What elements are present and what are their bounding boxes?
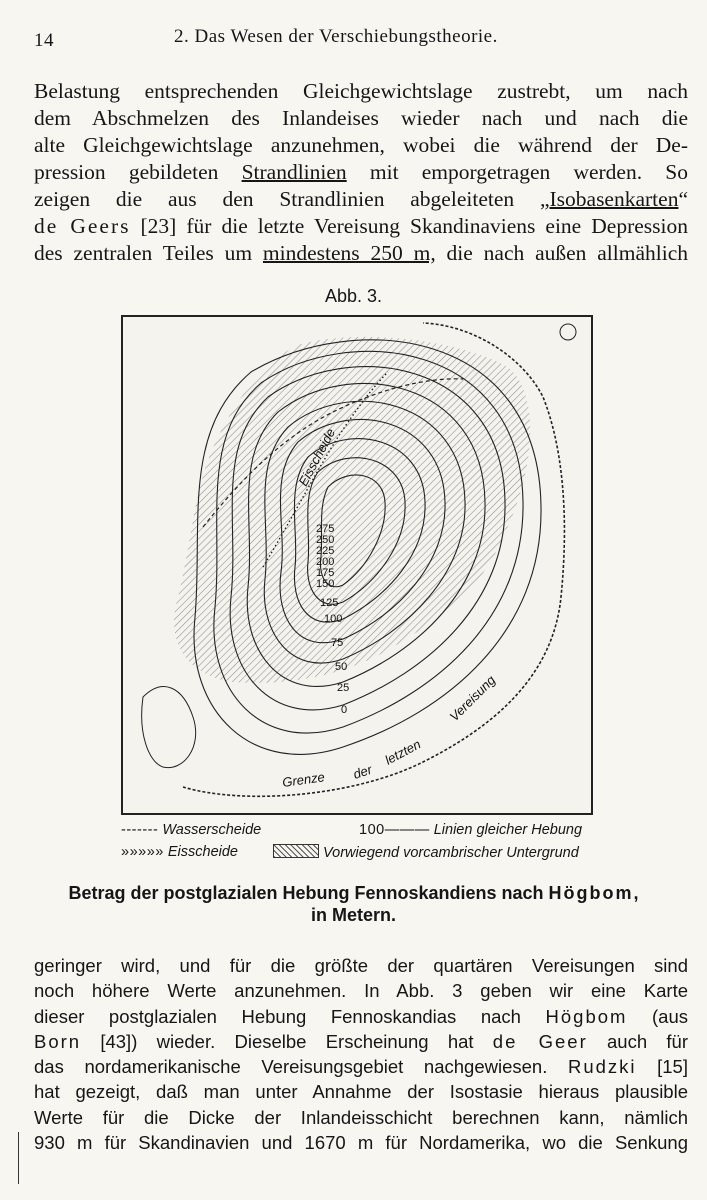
author-name: Born	[34, 1030, 82, 1052]
contour-label-275: 275	[316, 523, 335, 535]
paragraph-top	[34, 78, 688, 267]
legend-watershed: ------- Wasserscheide	[121, 822, 262, 838]
contour-label-200: 200	[316, 556, 335, 568]
page-number: 14	[34, 30, 54, 51]
coastline	[142, 687, 196, 768]
map-label-limit-1: Grenze	[281, 769, 326, 790]
caption-line: Betrag der postglazialen Hebung Fennoskandiens nach Högbom,	[68, 883, 639, 903]
text-line: Belastung entsprechenden Gleichgewichtslage zustrebt, um nach	[34, 79, 688, 103]
author-name: Högbom	[548, 883, 634, 903]
text-line: hat gezeigt, daß man unter Annahme der Isostasie hieraus plausible	[34, 1081, 688, 1103]
text-line: dieser postglazialen Hebung Fennoskandias nach Högbom (aus	[34, 1005, 688, 1027]
page-header	[34, 26, 674, 56]
legend-contour: 100——— Linien gleicher Hebung	[359, 822, 583, 838]
uplift-map-figure	[121, 315, 593, 815]
contour-label-75: 75	[331, 637, 344, 649]
contour-label-125: 125	[320, 597, 339, 609]
contour-label-250: 250	[316, 534, 335, 546]
text-line: noch höhere Werte anzunehmen. In Abb. 3 geben wir eine Karte	[34, 980, 688, 1002]
paragraph-bottom	[34, 953, 688, 1155]
margin-mark	[18, 1132, 19, 1184]
uplift-map	[123, 317, 591, 813]
contour-label-150: 150	[316, 578, 335, 590]
running-title: 2. Das Wesen der Verschiebungstheorie.	[174, 26, 498, 47]
map-label-limit-4: Vereisung	[446, 672, 499, 725]
map-label-limit-3: letzten	[382, 736, 424, 768]
text-line: das nordamerikanische Vereisungsgebiet nachgewiesen. Rudzki [15]	[34, 1056, 688, 1078]
figure-caption	[40, 882, 667, 926]
text-line: de Geers [23] für die letzte Vereisung Skandinaviens eine Depression	[34, 214, 688, 238]
map-label-limit-2: der	[351, 761, 374, 782]
contour-label-100: 100	[324, 613, 343, 625]
text-line: Born [43]) wieder. Dieselbe Erscheinung hat de Geer auch für	[34, 1030, 688, 1052]
island-shape	[560, 324, 576, 340]
legend-precambrian: Vorwiegend vorcambrischer Untergrund	[273, 844, 579, 861]
map-label-ice-divide: Eisscheide	[295, 425, 339, 489]
author-name: de Geers	[34, 214, 131, 238]
text-line: zeigen die aus den Strandlinien abgeleiteten „Isobasenkarten“	[34, 187, 688, 211]
contour-label-0: 0	[341, 704, 348, 716]
text-line: 930 m für Skandinavien und 1670 m für Nordamerika, wo die Senkung	[34, 1132, 688, 1154]
author-name: Rudzki	[567, 1056, 637, 1078]
ice-divide-symbol: »»»»»	[121, 844, 164, 860]
figure-legend	[121, 822, 601, 866]
contour-label-175: 175	[316, 567, 335, 579]
caption-line: in Metern.	[310, 905, 396, 925]
underlined-term: mindestens 250 m,	[262, 241, 436, 265]
text-line: geringer wird, und für die größte der quartären Vereisungen sind	[34, 955, 688, 976]
contour-label-25: 25	[337, 682, 350, 694]
underlined-term: Strandlinien	[241, 160, 347, 184]
contour-label-225: 225	[316, 545, 335, 557]
text-line: pression gebildeten Strandlinien mit emporgetragen werden. So	[34, 160, 688, 184]
contour-label-50: 50	[335, 661, 348, 673]
author-name: Högbom	[545, 1005, 628, 1027]
text-line: des zentralen Teiles um mindestens 250 m, die nach außen allmählich	[34, 241, 688, 265]
legend-ice-divide: »»»»» Eisscheide	[121, 844, 238, 860]
text-line: alte Gleichgewichtslage anzunehmen, wobei die während der De-	[34, 133, 688, 157]
underlined-term: Isobasenkarten	[549, 187, 679, 211]
hatch-swatch	[273, 844, 319, 858]
figure-label: Abb. 3.	[324, 286, 383, 306]
watershed-symbol: -------	[121, 822, 159, 838]
contour-symbol: 100	[359, 822, 385, 838]
author-name: de Geer	[492, 1030, 588, 1052]
text-line: Werte für die Dicke der Inlandeisschicht berechnen kann, nämlich	[34, 1106, 688, 1128]
text-line: dem Abschmelzen des Inlandeises wieder nach und nach die	[34, 106, 688, 130]
